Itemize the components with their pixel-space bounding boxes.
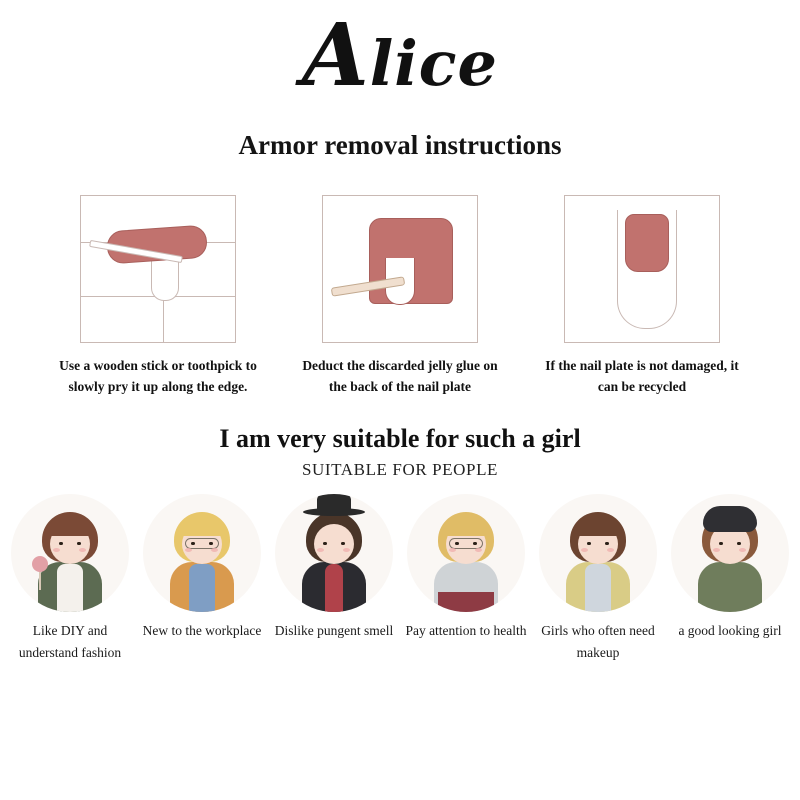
girl-with-ponytail-icon: [539, 494, 657, 612]
nail-sticker-icon: [625, 214, 669, 272]
girl-with-beret-icon: [671, 494, 789, 612]
brand-initial: A: [301, 5, 370, 106]
girl-student-icon: [407, 494, 525, 612]
person-label: Dislike pungent smell: [274, 622, 394, 638]
instruction-steps: [0, 195, 800, 398]
person-card: [405, 494, 527, 665]
jelly-glue-deduct-icon: [322, 195, 478, 343]
person-label: Like DIY and understand fashion: [18, 622, 122, 661]
person-label: Pay attention to health: [405, 622, 527, 638]
suitable-title: I am very suitable for such a girl: [219, 423, 581, 453]
girl-with-hat-icon: [275, 494, 393, 612]
person-label: a good looking girl: [678, 622, 782, 638]
brand-logo: [0, 0, 800, 106]
suitable-subtitle: SUITABLE FOR PEOPLE: [301, 459, 499, 479]
wooden-stick-pry-icon: [80, 195, 236, 343]
step-caption: If the nail plate is not damaged, it can be recycled: [545, 358, 739, 395]
suitable-people-row: [0, 494, 800, 665]
undamaged-nail-plate-icon: [564, 195, 720, 343]
step-caption: Deduct the discarded jelly glue on the back of the nail plate: [302, 358, 498, 395]
person-label: New to the workplace: [142, 622, 262, 638]
instruction-step: [544, 195, 740, 398]
person-card: [9, 494, 131, 665]
person-card: [669, 494, 791, 665]
brand-rest: lice: [369, 27, 499, 100]
girl-with-glasses-icon: [143, 494, 261, 612]
instruction-step: [302, 195, 498, 398]
girl-with-lollipop-icon: [11, 494, 129, 612]
instruction-step: [60, 195, 256, 398]
person-card: [273, 494, 395, 665]
person-card: [537, 494, 659, 665]
step-caption: Use a wooden stick or toothpick to slowly pry it up along the edge.: [59, 358, 257, 395]
person-card: [141, 494, 263, 665]
instructions-title: Armor removal instructions: [238, 130, 562, 161]
person-label: Girls who often need makeup: [541, 622, 655, 661]
